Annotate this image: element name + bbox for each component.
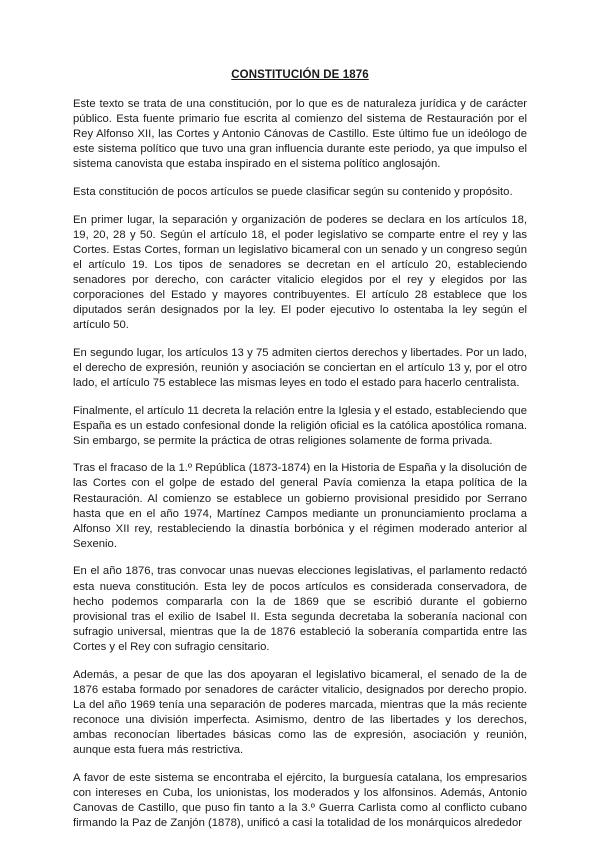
document-title: CONSTITUCIÓN DE 1876 — [231, 69, 369, 81]
document-body — [73, 97, 527, 843]
paragraph: A favor de este sistema se encontraba el ejército, la burguesía catalana, los empresarios con intereses en Cuba, los unionistas, los moderados y los alfonsinos. Además, Antonio Canovas de Castillo, que puso fin tanto a la 3.º Guerra Carlista como al conflicto cubano firmando la Paz de Zanjón (1878), unificó a casi la totalidad de los monárquicos alrededor — [73, 771, 527, 829]
paragraph: En el año 1876, tras convocar unas nuevas elecciones legislativas, el parlamento redactó esta nueva constitución. Esta ley de pocos artículos es considerada conservadora, de hecho podemos compararla con la de 1869 que se escribió durante el gobierno provisional tras el exilio de Isabel II. Esta segunda decretaba la soberanía nacional con sufragio universal, mientras que la de 1876 estableció la soberanía compartida entre las Cortes y el Rey con sufragio censitario. — [73, 565, 527, 653]
paragraph: En primer lugar, la separación y organización de poderes se declara en los artículos 18, 19, 20, 28 y 50. Según el artículo 18, el poder legislativo se comparte entre el rey y las Cortes. Estas Cortes, forman un legislativo bicameral con un senado y un congreso según el artículo 19. Los tipos de senadores se decretan en el artículo 20, estableciendo senadores por derecho, con carácter vitalicio elegidos por el rey y elegidos por las corporaciones del Estado y mayores contribuyentes. El artículo 28 establece que los diputados serán designados por la ley. El poder ejecutivo lo ostentaba la ley según el artículo 50. — [73, 213, 527, 332]
paragraph: Tras el fracaso de la 1.º República (1873-1874) en la Historia de España y la disolución de las Cortes con el golpe de estado del general Pavía comienza la etapa política de la Restauración. Al comienzo se establece un gobierno provisional presidido por Serrano hasta que en el año 1974, Martínez Campos mediante un pronunciamiento proclama a Alfonso XII rey, restableciendo la dinastía borbónica y el régimen moderado anterior al Sexenio. — [73, 462, 527, 550]
paragraph: Esta constitución de pocos artículos se puede clasificar según su contenido y propósito. — [73, 185, 513, 198]
paragraph: Además, a pesar de que las dos apoyaran el legislativo bicameral, el senado de la de 1876 estaba formado por senadores de carácter vitalicio, designados por derecho propio. La del año 1969 tenía una separación de poderes marcada, mientras que la más reciente reconoce una división imperfecta. Asimismo, dentro de las libertades y los derechos, ambas reconocían libertades básicas como las de expresión, asociación y reunión, aunque esta fuera más restrictiva. — [73, 668, 527, 756]
paragraph: Este texto se trata de una constitución, por lo que es de naturaleza jurídica y de carácter público. Esta fuente primario fue escrita al comienzo del sistema de Restauración por el Rey Alfonso XII, las Cortes y Antonio Cánovas de Castillo. Este último fue un ideólogo de este sistema político que tuvo una gran influencia durante este periodo, ya que impulso el sistema canovista que estaba inspirado en el sistema político anglosajón. — [73, 98, 527, 171]
paragraph: Finalmente, el artículo 11 decreta la relación entre la Iglesia y el estado, estableciendo que España es un estado confesional donde la religión oficial es la católica apostólica romana. Sin embargo, se permite la práctica de otras religiones solamente de forma privada. — [73, 404, 527, 447]
paragraph: En segundo lugar, los artículos 13 y 75 admiten ciertos derechos y libertades. Por un lado, el derecho de expresión, reunión y asociación se conciertan en el artículo 13 y, por el otro lado, el artículo 75 establece las mismas leyes en todo el estado para hacerlo centralista. — [73, 346, 527, 389]
